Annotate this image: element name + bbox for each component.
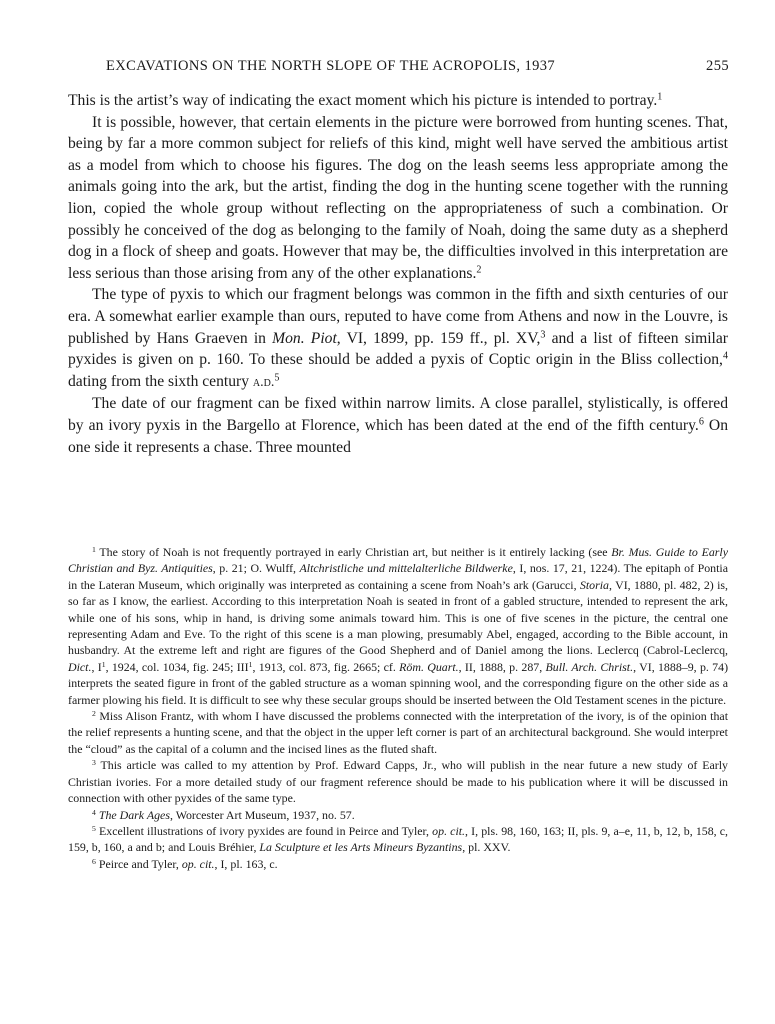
footnote-marker: 5 (274, 372, 280, 384)
text-run: Excellent illustrations of ivory pyxides are found in Peirce and Tyler, (95, 823, 433, 838)
italic-text: Bull. Arch. Christ. (545, 659, 634, 674)
footnote-marker: 6 (92, 856, 96, 866)
italic-text: The Dark Ages (98, 807, 170, 822)
italic-text: Dict. (68, 659, 92, 674)
text-run: This article was called to my attention by Prof. Edward Capps, Jr., who will publish in the near future a new study of Early Christian ivories. For a more detailed study of our fragment reference should be made to his publication where it will be discussed in connection with other pyxides of the same type. (68, 758, 728, 806)
text-run: , I (91, 659, 102, 674)
footnote-marker: 4 (722, 350, 728, 362)
text-run: It is possible, however, that certain elements in the picture were borrowed from hunting scenes. That, being by far a more common subject for reliefs of this kind, might well have served the ambitious artist as a model from which to choose his figures. The dog on the leash seems less appropriate among the animals going into the ark, but the artist, finding the dog in the hunting scene together with the running lion, copied the whole group without reflecting on the appropriateness of such a combination. Or possibly he conceived of the dog as belonging to the family of Noah, doing the same duty as a shepherd dog in a flock of sheep and goats. However that may be, the difficulties involved in this interpretation are less serious than those arising from any of the other explanations. (68, 113, 728, 282)
footnote-marker: 1 (92, 544, 96, 554)
italic-text: Br. Mus. Guide to Early Christian and Byz. Antiquities (68, 545, 728, 576)
text-run: Peirce and Tyler, (95, 856, 182, 871)
italic-text: Mon. Piot (272, 329, 337, 347)
text-run: On one side it represents a chase. Three mounted (68, 416, 728, 456)
text-run: , I, pl. 163, c. (214, 856, 278, 871)
text-run: , I, nos. 17, 21, 1224). The epitaph of Pontia in the Lateran Museum, which originally was interpreted as containing a scene from Noah’s ark (Garucci, (68, 561, 728, 592)
paragraph (68, 90, 728, 112)
footnote-marker: 1 (657, 91, 663, 103)
italic-text: op. cit. (432, 823, 466, 838)
text-run: , I, pls. 98, 160, 163; II, pls. 9, a–e, 11, b, 12, b, 158, c, 159, b, 160, a and b; and Louis Bréhier, (68, 823, 729, 855)
footnote (68, 757, 728, 806)
text-run: , pl. XXV. (462, 840, 511, 855)
text-run: dating from the sixth century (68, 372, 253, 390)
footnote-marker: 6 (698, 416, 704, 428)
italic-text: op. cit. (181, 856, 215, 871)
footnote-marker: 2 (476, 264, 482, 276)
footnote-marker: 4 (92, 807, 96, 817)
italic-text: Storia (579, 577, 609, 592)
running-header (68, 58, 729, 80)
text-run: Miss Alison Frantz, with whom I have discussed the problems connected with the interpretation of the ivory, is of the opinion that the relief represents a hunting scene, and that the object in the upper left corner is part of an architectural background. She would interpret the “cloud” as the capital of a column and the incised lines as the fluted shaft. (68, 709, 728, 756)
footnote (68, 544, 728, 708)
footnote (68, 823, 728, 856)
footnote-marker: 1 (101, 659, 106, 669)
text-run: The date of our fragment can be fixed within narrow limits. A close parallel, stylistically, is offered by an ivory pyxis in the Bargello at Florence, which has been dated at the end of the fifth century. (68, 395, 728, 434)
paragraph (68, 112, 728, 285)
text-run: The story of Noah is not frequently portrayed in early Christian art, but neither is it entirely lacking (see (95, 545, 612, 559)
footnote-marker: 3 (540, 328, 546, 340)
text-run: , 1913, col. 873, fig. 2665; cf. (252, 659, 400, 674)
text-run: , II, 1888, p. 287, (458, 659, 546, 674)
text-run: The type of pyxis to which our fragment belongs was common in the fifth and sixth centuries of our era. A somewhat earlier example than ours, reputed to have come from Athens and now in the Louvre, is published by Hans Graeven in (68, 286, 728, 347)
main-text (68, 90, 728, 458)
footnote-marker: 1 (248, 659, 253, 669)
text-run: and a list of fifteen similar pyxides is given on p. 160. To these should be added a pyxis of Coptic origin in the Bliss collection, (68, 329, 728, 369)
footnote (68, 856, 728, 872)
text-run: , VI, 1899, pp. 159 ff., pl. XV, (336, 329, 541, 347)
footnote-marker: 3 (92, 758, 96, 768)
italic-text: La Sculpture et les Arts Mineurs Byzantins (259, 840, 463, 855)
text-run: , 1924, col. 1034, fig. 245; III (105, 659, 249, 674)
footnote (68, 807, 728, 823)
footnote (68, 708, 728, 757)
text-run: , p. 21; O. Wulff, (212, 561, 300, 576)
small-caps-text: a.d. (252, 373, 275, 390)
footnotes (68, 544, 728, 872)
text-run: This is the artist’s way of indicating the exact moment which his picture is intended to portray. (68, 92, 658, 109)
text-run: , VI, 1888–9, p. 74) interprets the seated figure in front of the gabled structure as a woman spinning wool, and the corresponding figure on the other side as a farmer plowing his field. It is difficult to see why these secular groups should be inserted between the Old Testament scenes in the picture. (68, 659, 729, 707)
text-run: , Worcester Art Museum, 1937, no. 57. (169, 807, 355, 822)
paragraph (68, 393, 728, 458)
footnote-marker: 5 (92, 823, 96, 833)
paragraph (68, 284, 728, 393)
text-run: , VI, 1880, pl. 482, 2) is, so far as I know, the earliest. According to this interpretation Noah is seated in front of a gabled structure, intended to represent the ark, while one of his sons, whip in hand, is driving some animals toward him. This is one of five scenes in the picture, the central one representing Adam and Eve. To the right of this scene is a man plowing, presumably Abel, engaged, according to the Bible account, in husbandry. At the extreme left and right are figures of the Good Shepherd and of Daniel among the lions. Leclercq (Cabrol-Leclercq, (68, 577, 728, 658)
page-number: 255 (706, 58, 729, 74)
running-title: EXCAVATIONS ON THE NORTH SLOPE OF THE ACROPOLIS, 1937 (106, 58, 556, 74)
footnote-marker: 2 (92, 708, 96, 718)
italic-text: Röm. Quart. (399, 659, 459, 674)
italic-text: Altchristliche und mittelalterliche Bildwerke (299, 561, 513, 576)
